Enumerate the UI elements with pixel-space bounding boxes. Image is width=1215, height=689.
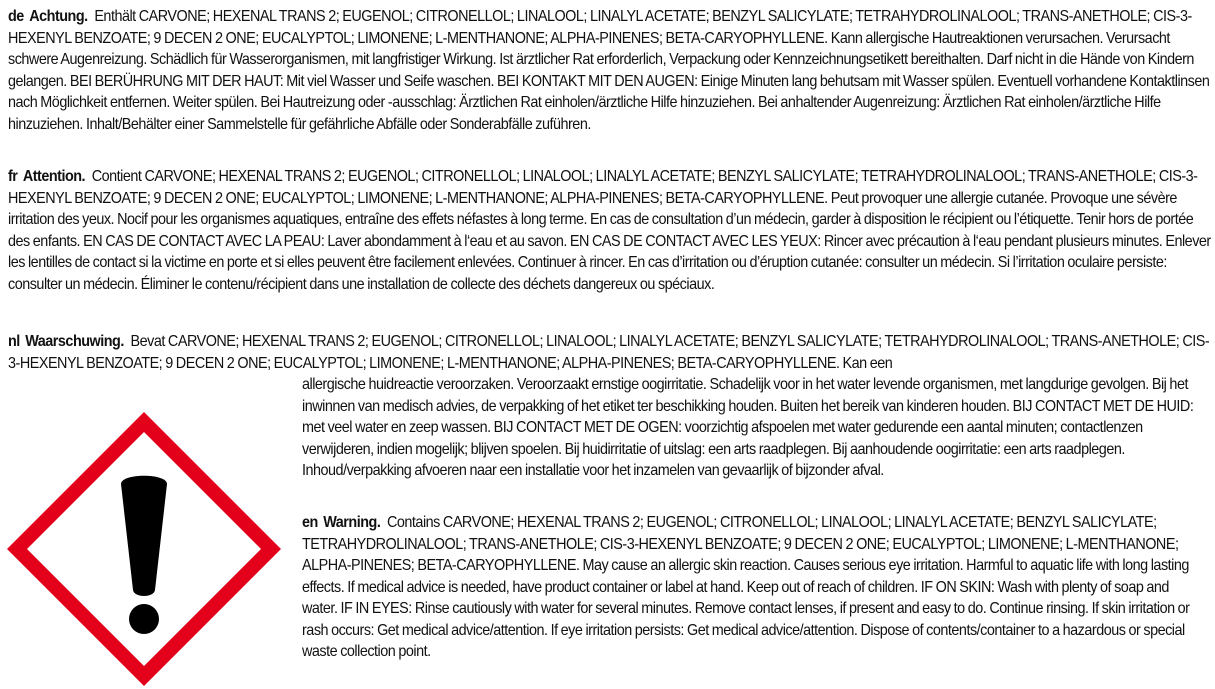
hazard-text-nl: Bevat CARVONE; HEXENAL TRANS 2; EUGENOL; CITRONELLOL; LINALOOL; LINALYL ACETATE; BENZYL SALICYLATE; TETRAHYDROLINALOOL; TRANS-ANETHOLE; CIS-3-HEXENYL BENZOATE; 9 DECEN 2 ONE; EUCALYPTOL; LIMONENE; L-MENTHANONE; ALPHA-PINENES; BETA-CARYOPHYLLENE. Kan een [8,333,1210,372]
signal-word-en: Warning. [323,514,381,531]
section-de [8,6,1214,135]
hazard-text-en: Contains CARVONE; HEXENAL TRANS 2; EUGENOL; CITRONELLOL; LINALOOL; LINALYL ACETATE; BENZYL SALICYLATE; TETRAHYDROLINALOOL; TRANS-ANETHOLE; CIS-3-HEXENYL BENZOATE; 9 DECEN 2 ONE; EUCALYPTOL; LIMONENE; L-MENTHANONE; ALPHA-PINENES; BETA-CARYOPHYLLENE. May cause an allergic skin reaction. Causes serious eye irritation. Harmful to aquatic life with long lasting effects. If medical advice is needed, have product container or label at hand. Keep out of reach of children. IF ON SKIN: Wash with plenty of soap and water. IF IN EYES: Rinse cautiously with water for several minutes. Remove contact lenses, if present and easy to do. Continue rinsing. If skin irritation or rash occurs: Get medical advice/attention. If eye irritation persists: Get medical advice/attention. Dispose of contents/container to a hazardous or special waste collection point. [302,514,1190,660]
ghs-exclamation-mark-icon [5,410,283,688]
hazard-text-fr: Contient CARVONE; HEXENAL TRANS 2; EUGENOL; CITRONELLOL; LINALOOL; LINALYL ACETATE; BENZYL SALICYLATE; TETRAHYDROLINALOOL; TRANS-ANETHOLE; CIS-3-HEXENYL BENZOATE; 9 DECEN 2 ONE; EUCALYPTOL; LIMONENE; L-MENTHANONE; ALPHA-PINENES; BETA-CARYOPHYLLENE. Peut provoquer une allergie cutanée. Provoque une sévère irritation des yeux. Nocif pour les organismes aquatiques, entraîne des effets néfastes à long terme. En cas de consultation d’un médecin, garder à disposition le récipient ou l’étiquette. Tenir hors de portée des enfants. EN CAS DE CONTACT AVEC LA PEAU: Laver abondamment à l‘eau et au savon. EN CAS DE CONTACT AVEC LES YEUX: Rincer avec précaution à l‘eau pendant plusieurs minutes. Enlever les lentilles de contact si la victime en porte et si elles peuvent être facilement enlevées. Continuer à rincer. En cas d’irritation ou d’éruption cutanée: consulter un médecin. Si l’irritation oculaire persiste: consulter un médecin. Éliminer le contenu/récipient dans une installation de collecte des déchets dangereux ou spéciaux. [8,168,1211,293]
section-en [302,512,1204,663]
signal-word-de: Achtung. [29,8,88,25]
exclamation-dot [129,604,159,634]
hazard-text-de: Enthält CARVONE; HEXENAL TRANS 2; EUGENOL; CITRONELLOL; LINALOOL; LINALYL ACETATE; BENZYL SALICYLATE; TETRAHYDROLINALOOL; TRANS-ANETHOLE; CIS-3-HEXENYL BENZOATE; 9 DECEN 2 ONE; EUCALYPTOL; LIMONENE; L-MENTHANONE; ALPHA-PINENES; BETA-CARYOPHYLLENE. Kann allergische Hautreaktionen verursachen. Verursacht schwere Augenreizung. Schädlich für Wasserorganismen, mit langfristiger Wirkung. Ist ärztlicher Rat erforderlich, Verpackung oder Kennzeichnungsetikett bereithalten. Darf nicht in die Hände von Kindern gelangen. BEI BERÜHRUNG MIT DER HAUT: Mit viel Wasser und Seife waschen. BEI KONTAKT MIT DEN AUGEN: Einige Minuten lang behutsam mit Wasser spülen. Eventuell vorhandene Kontaktlinsen nach Möglichkeit entfernen. Weiter spülen. Bei Hautreizung oder -ausschlag: Ärztlichen Rat einholen/ärztliche Hilfe hinzuziehen. Bei anhaltender Augenreizung: Ärztlichen Rat einholen/ärztliche Hilfe hinzuziehen. Inhalt/Behälter einer Sammelstelle für gefährliche Abfälle oder Sonderabfälle zuführen. [8,8,1210,133]
language-code-nl: nl [8,333,20,350]
hazard-text-nl-continued: allergische huidreactie veroorzaken. Veroorzaakt ernstige oogirritatie. Schadelijk voor in het water levende organismen, met langdurige gevolgen. Bij het inwinnen van medisch advies, de verpakking of het etiket ter beschikking houden. Buiten het bereik van kinderen houden. BIJ CONTACT MET DE HUID: met veel water en zeep wassen. BIJ CONTACT MET DE OGEN: voorzichtig afspoelen met water gedurende een aantal minuten; contactlenzen verwijderen, indien mogelijk; blijven spoelen. Bij huidirritatie of uitslag: een arts raadplegen. Bij aanhoudende oogirritatie: een arts raadplegen. Inhoud/verpakking afvoeren naar een installatie voor het inzamelen van gevaarlijk of bijzonder afval. [302,376,1194,479]
signal-word-nl: Waarschuwing. [25,333,124,350]
section-fr [8,166,1214,295]
signal-word-fr: Attention. [22,168,86,185]
section-nl [8,331,1214,374]
language-code-de: de [8,8,24,25]
language-code-en: en [302,514,318,531]
section-nl-continued [302,374,1204,482]
language-code-fr: fr [8,168,18,185]
